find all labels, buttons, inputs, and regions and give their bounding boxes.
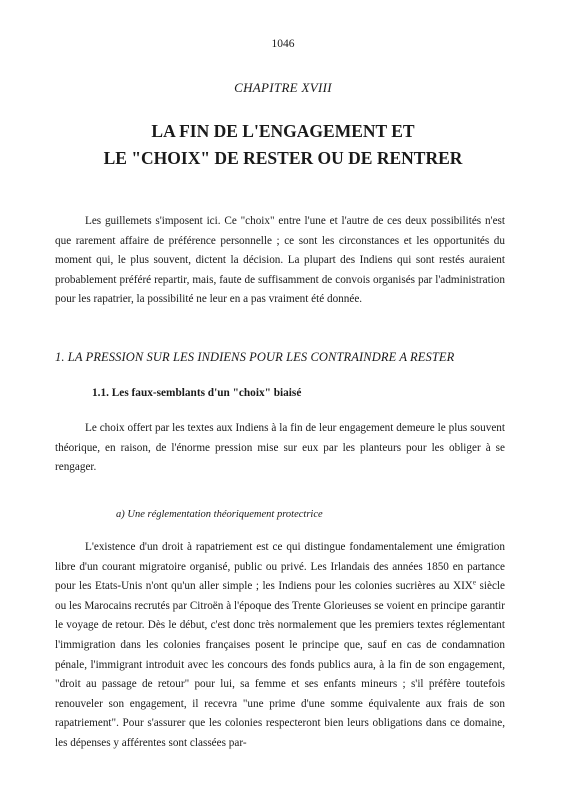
paragraph-text-part-1: L'existence d'un droit à rapatriement est ce qui distingue fondamentalement une émigration libre d'un courant migratoire organisé, public ou privé. Les Irlandais des années 1850 en partance pour les Etats-Unis n'ont qu'un aller simple ; les Indiens pour les colonies sucrières au XIX: [55, 541, 505, 593]
subsection-heading: 1.1. Les faux-semblants d'un "choix" biaisé: [92, 387, 302, 399]
subsection-paragraph: Le choix offert par les textes aux Indiens à la fin de leur engagement demeure le plus souvent théorique, en raison, de l'énorme pression mise sur eux par les planteurs pour les obliger à se rengager.: [55, 422, 505, 474]
intro-paragraph: Les guillemets s'imposent ici. Ce "choix" entre l'une et l'autre de ces deux possibilités n'est que rarement affaire de préférence personnelle ; ce sont les circonstances et les opportunités du moment qui, le plus souvent, dictent la décision. La plupart des Indiens qui sont restés auraient probablement préféré repartir, mais, faute de suffisamment de convois organisés par l'administration pour les rapatrier, la possibilité ne leur en a pas vraiment été donnée.: [55, 215, 505, 306]
chapter-label: CHAPITRE XVIII: [234, 80, 332, 95]
paragraph-text-part-2: siècle ou les Marocains recrutés par Citroën à l'époque des Trente Glorieuses se voient en principe garantir le voyage de retour. Dès le début, c'est donc très normalement que les premiers textes réglementant l'immigration dans les colonies françaises posent le principe que, sauf en cas de condamnation pénale, l'immigrant introduit avec les concours des fonds publics aura, à la fin de son engagement, "droit au passage de retour" pour lui, sa femme et ses enfants mineurs ; s'il préfère toutefois renouveler son engagement, il recevra "une prime d'une somme équivalente aux frais de son rapatriement". Pour s'assurer que les colonies respecteront bien leurs obligations dans ce domaine, les dépenses y afférentes sont classées par-: [55, 580, 505, 749]
subsubsection-heading: a) Une réglementation théoriquement protectrice: [116, 509, 323, 520]
chapter-title-line-1: LA FIN DE L'ENGAGEMENT ET: [151, 121, 415, 141]
chapter-title-line-2: LE "CHOIX" DE RESTER OU DE RENTRER: [103, 148, 463, 168]
chapter-title: [0, 118, 566, 172]
century-superscript: e: [472, 578, 476, 587]
subsubsection-paragraph: [55, 538, 505, 754]
page-number: 1046: [271, 38, 295, 50]
section-heading: 1. LA PRESSION SUR LES INDIENS POUR LES CONTRAINDRE A RESTER: [55, 350, 455, 364]
